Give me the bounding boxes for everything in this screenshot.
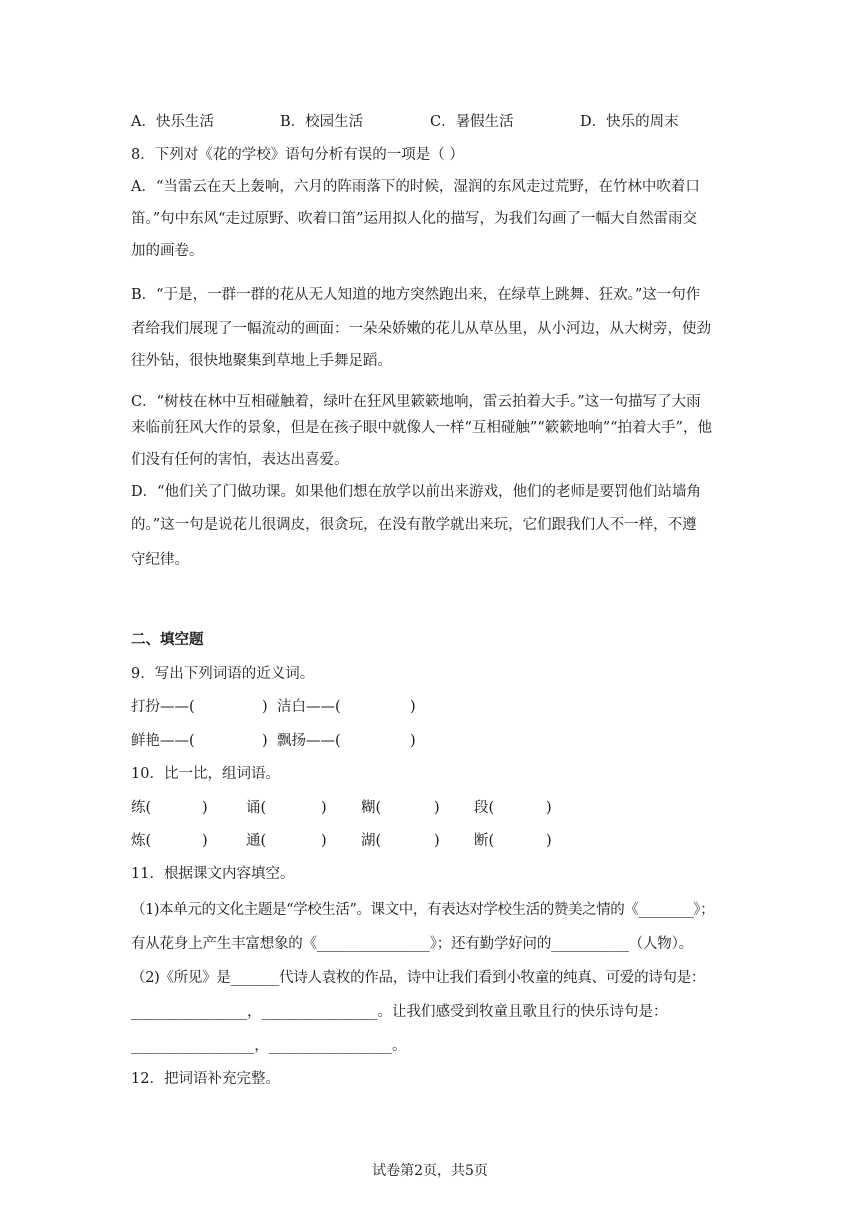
q8-option-a-line: 加的画卷。 — [131, 243, 204, 259]
q8-option-d-line: D．“他们关了门做功课。如果他们想在放学以前出来游戏，他们的老师是要罚他们站墙角 — [131, 484, 702, 500]
q10-char: 诵( — [246, 800, 267, 816]
q9-word: 打扮——( — [131, 699, 195, 715]
section-title: 二、填空题 — [131, 631, 204, 648]
q9-stem: 9．写出下列词语的近义词。 — [131, 666, 315, 682]
q10-char: 炼( — [131, 833, 152, 849]
q11-line: 有从花身上产生丰富想象的《________________》；还有勤学好问的___________（人物）。 — [131, 936, 693, 952]
q9-word: 飘扬——( — [277, 733, 341, 749]
q8-option-d-line: 守纪律。 — [131, 552, 189, 568]
q10-blank-close: ) — [202, 800, 208, 816]
q9-word: 鲜艳——( — [131, 733, 195, 749]
q10-char: 练( — [131, 800, 152, 816]
q10-blank-close: ) — [434, 833, 440, 849]
page-footer: 试卷第2页，共5页 — [372, 1163, 488, 1179]
q12-stem: 12．把词语补充完整。 — [131, 1071, 280, 1087]
q10-blank-close: ) — [546, 800, 552, 816]
q9-blank-close: ) — [410, 699, 416, 715]
q8-stem: 8．下列对《花的学校》语句分析有误的一项是（ ） — [131, 147, 464, 163]
q10-blank-close: ) — [434, 800, 440, 816]
q10-char: 段( — [474, 800, 495, 816]
q10-char: 湖( — [361, 833, 382, 849]
q10-blank-close: ) — [321, 800, 327, 816]
q11-line: ________________，________________。让我们感受到牧童且歌且行的快乐诗句是： — [131, 1004, 668, 1020]
q8-option-d-line: 的。”这一句是说花儿很调皮，很贪玩，在没有散学就出来玩，它们跟我们人不一样，不遵 — [131, 517, 697, 533]
q11-line: （1)本单元的文化主题是“学校生活”。课文中，有表达对学校生活的赞美之情的《________》； — [131, 902, 715, 918]
q10-blank-close: ) — [546, 833, 552, 849]
q11-line: （2)《所见》是_______代诗人袁枚的作品，诗中让我们看到小牧童的纯真、可爱的诗句是： — [131, 970, 706, 986]
q8-option-b-line: 往外钻，很快地聚集到草地上手舞足蹈。 — [131, 353, 392, 369]
q10-char: 断( — [474, 833, 495, 849]
q8-option-c-line: 们没有任何的害怕，表达出喜爱。 — [131, 452, 349, 468]
q10-stem: 10．比一比，组词语。 — [131, 766, 280, 782]
q8-option-b-line: 者给我们展现了一幅流动的画面：一朵朵娇嫩的花儿从草丛里，从小河边，从大树旁，使劲 — [131, 321, 711, 337]
q8-option-c-line: C．“树枝在林中互相碰触着，绿叶在狂风里簌簌地响，雷云拍着大手。”这一句描写了大雨 — [131, 394, 701, 410]
q10-blank-close: ) — [321, 833, 327, 849]
q9-blank-close: ) — [262, 699, 268, 715]
q7-option-c: C．暑假生活 — [430, 114, 514, 130]
q11-stem: 11．根据课文内容填空。 — [131, 866, 295, 882]
q11-line: _________________，_________________。 — [131, 1038, 407, 1054]
q7-option-a: A．快乐生活 — [131, 114, 214, 130]
q8-option-c-line: 来临前狂风大作的景象，但是在孩子眼中就像人一样“互相碰触”“簌簌地响”“拍着大手”，他 — [131, 420, 712, 436]
q7-option-d: D．快乐的周末 — [580, 114, 679, 130]
q9-blank-close: ) — [410, 733, 416, 749]
q8-option-a-line: 笛。”句中东风“走过原野、吹着口笛”运用拟人化的描写，为我们勾画了一幅大自然雷雨交 — [131, 211, 697, 227]
q10-char: 通( — [246, 833, 267, 849]
q7-option-b: B．校园生活 — [280, 114, 364, 130]
q10-char: 糊( — [361, 800, 382, 816]
q10-blank-close: ) — [202, 833, 208, 849]
q9-word: 洁白——( — [277, 699, 341, 715]
q8-option-a-line: A．“当雷云在天上轰响，六月的阵雨落下的时候，湿润的东风走过荒野，在竹林中吹着口 — [131, 179, 700, 195]
q8-option-b-line: B．“于是，一群一群的花从无人知道的地方突然跑出来，在绿草上跳舞、狂欢。”这一句作 — [131, 287, 701, 303]
q9-blank-close: ) — [262, 733, 268, 749]
